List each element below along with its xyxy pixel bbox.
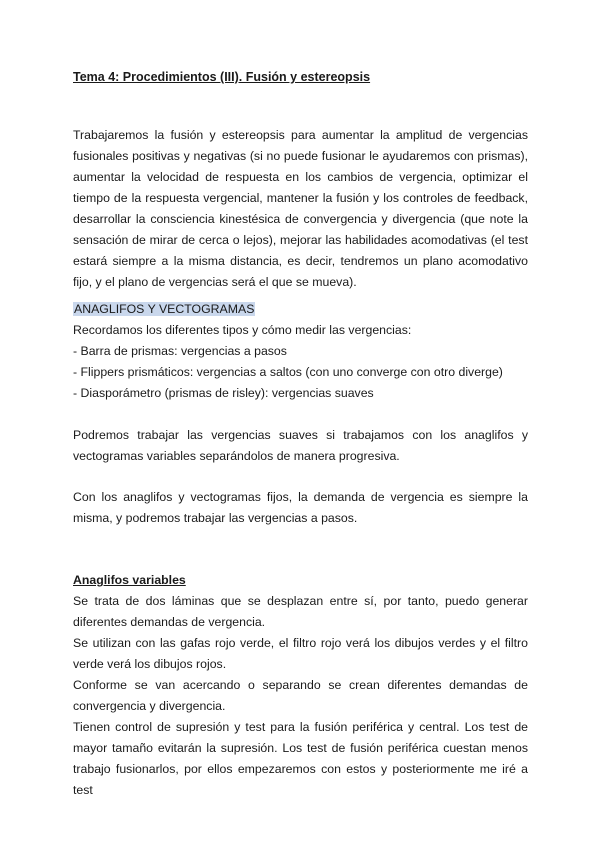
recall-line: Recordamos los diferentes tipos y cómo medir las vergencias: [73, 323, 412, 337]
vergencias-suaves-paragraph: Podremos trabajar las vergencias suaves si trabajamos con los anaglifos y vectogramas variables separándolos de manera progresiva. [73, 428, 528, 463]
list-item: - Flippers prismáticos: vergencias a saltos (con uno converge con otro diverge) [73, 365, 503, 379]
list-item: - Diasporámetro (prismas de risley): vergencias suaves [73, 386, 374, 400]
anaglifos-paragraph-2: Se utilizan con las gafas rojo verde, el filtro rojo verá los dibujos verdes y el filtro verde verá los dibujos rojos. [73, 636, 528, 671]
section-heading-anaglifos-variables: Anaglifos variables [73, 573, 186, 587]
section-heading-anaglifos-vectogramas [73, 299, 255, 320]
page-title: Tema 4: Procedimientos (III). Fusión y estereopsis [73, 70, 371, 84]
list-item: - Barra de prismas: vergencias a pasos [73, 344, 287, 358]
anaglifos-paragraph-4: Tienen control de supresión y test para la fusión periférica y central. Los test de mayor tamaño evitarán la supresión. Los test de fusión periférica cuestan menos trabajo fusionarlos, por ellos empezaremos con estos y posteriormente me iré a test [73, 720, 528, 797]
anaglifos-paragraph-1: Se trata de dos láminas que se desplazan entre sí, por tanto, puedo generar diferentes demandas de vergencia. [73, 594, 528, 629]
vergencias-pasos-paragraph: Con los anaglifos y vectogramas fijos, la demanda de vergencia es siempre la misma, y podremos trabajar las vergencias a pasos. [73, 490, 528, 525]
intro-paragraph: Trabajaremos la fusión y estereopsis para aumentar la amplitud de vergencias fusionales positivas y negativas (si no puede fusionar le ayudaremos con prismas), aumentar la velocidad de respuesta en los cambios de vergencia, optimizar el tiempo de la respuesta vergencial, mantener la fusión y los controles de feedback, desarrollar la consciencia kinestésica de convergencia y divergencia (que note la sensación de mirar de cerca o lejos), mejorar las habilidades acomodativas (el test estará siempre a la misma distancia, es decir, tendremos un plano acomodativo fijo, y el plano de vergencias será el que se mueva). [73, 128, 528, 289]
highlighted-heading: ANAGLIFOS Y VECTOGRAMAS [74, 302, 255, 316]
anaglifos-paragraph-3: Conforme se van acercando o separando se crean diferentes demandas de convergencia y divergencia. [73, 678, 528, 713]
